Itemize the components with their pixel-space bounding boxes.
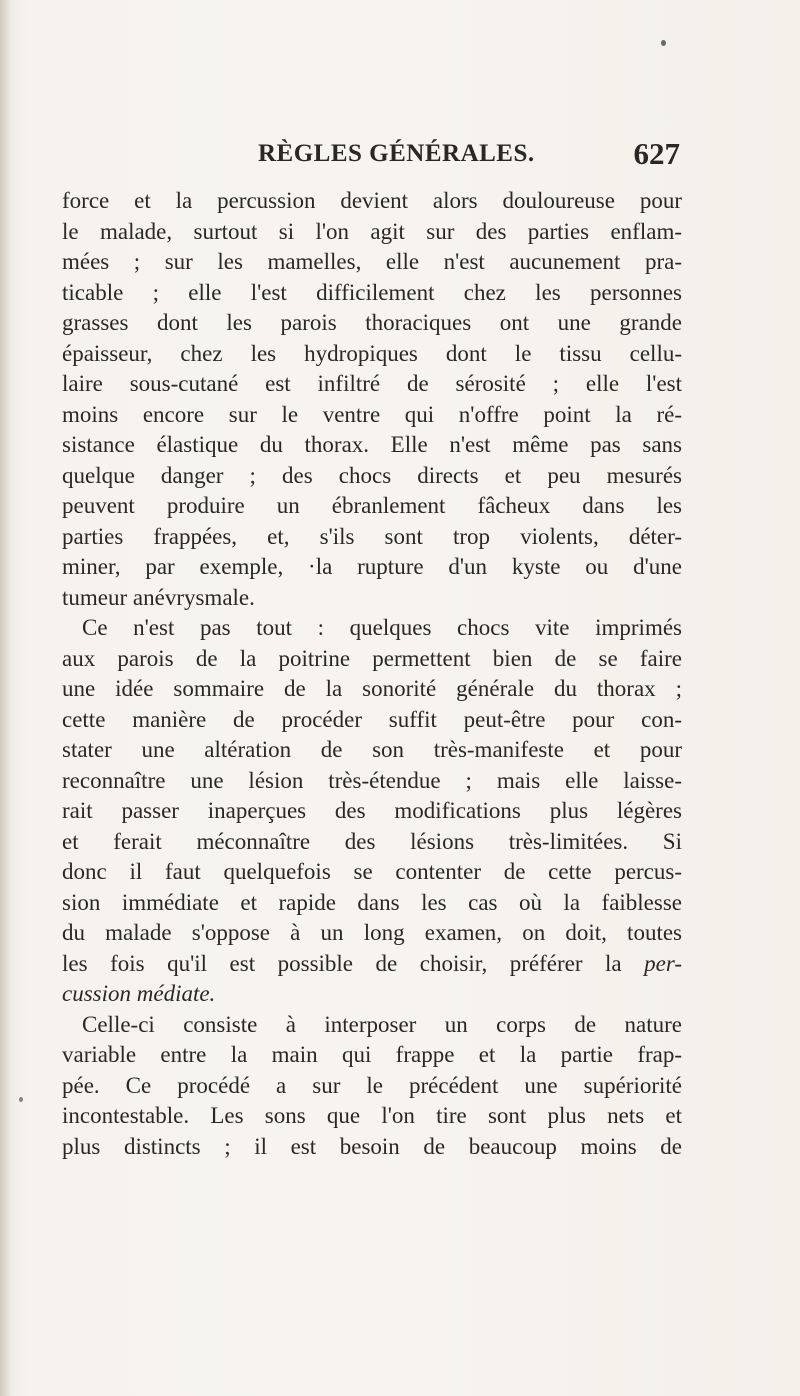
italic-term: cussion médiate.	[62, 981, 216, 1006]
text-line: parties frappées, et, s'ils sont trop violents, déter-	[62, 523, 682, 549]
text-line: plus distincts ; il est besoin de beaucoup moins de	[62, 1133, 682, 1159]
text-line: Celle-ci consiste à interposer un corps de nature	[82, 1011, 682, 1037]
text-line: peuvent produire un ébranlement fâcheux dans les	[62, 493, 682, 518]
text-line: stater une altération de son très-manifeste et pour	[62, 737, 682, 762]
text-line: une idée sommaire de la sonorité générale du thorax ;	[62, 676, 682, 701]
text-line: quelque danger ; des chocs directs et peu mesurés	[62, 462, 682, 488]
text-line: incontestable. Les sons que l'on tire sont plus nets et	[62, 1103, 682, 1128]
ink-spot	[19, 1097, 23, 1102]
text-line: variable entre la main qui frappe et la partie frap-	[62, 1042, 682, 1067]
text-line: aux parois de la poitrine permettent bien de se faire	[62, 645, 682, 671]
text-line: pée. Ce procédé a sur le précédent une supériorité	[62, 1072, 682, 1098]
body-text	[62, 186, 682, 1162]
text-line: reconnaître une lésion très-étendue ; mais elle laisse-	[62, 767, 682, 793]
text-line: ticable ; elle l'est difficilement chez les personnes	[62, 279, 682, 305]
text-line: Ce n'est pas tout : quelques chocs vite imprimés	[82, 615, 682, 640]
text-line-with-italic	[62, 949, 682, 980]
text-line: cette manière de procéder suffit peut-être pour con-	[62, 706, 682, 732]
text-line: moins encore sur le ventre qui n'offre point la ré-	[62, 401, 682, 427]
text-line: tumeur anévrysmale.	[62, 584, 255, 610]
text-line: sion immédiate et rapide dans les cas où la faiblesse	[62, 889, 682, 915]
text-line: et ferait méconnaître des lésions très-limitées. Si	[62, 828, 682, 854]
text-line: sistance élastique du thorax. Elle n'est même pas sans	[62, 432, 682, 457]
running-head	[258, 136, 680, 180]
page-edge-shadow	[0, 0, 12, 1396]
text-line	[62, 979, 682, 1010]
text-line: laire sous-cutané est infiltré de sérosité ; elle l'est	[62, 371, 682, 396]
text-line: grasses dont les parois thoraciques ont une grande	[62, 310, 682, 335]
text-segment: les fois qu'il est possible de choisir, préférer la	[62, 950, 622, 976]
running-head-title: RÈGLES GÉNÉRALES.	[258, 140, 535, 167]
page-number: 627	[633, 136, 680, 171]
text-line: le malade, surtout si l'on agit sur des parties enflam-	[62, 218, 682, 244]
text-line: épaisseur, chez les hydropiques dont le tissu cellu-	[62, 340, 682, 366]
text-line: rait passer inaperçues des modifications plus légères	[62, 798, 682, 823]
text-line: donc il faut quelquefois se contenter de cette percus-	[62, 859, 682, 884]
italic-term: per-	[644, 950, 682, 976]
ink-spot	[661, 40, 666, 46]
text-line: miner, par exemple, ·la rupture d'un kyste ou d'une	[62, 554, 682, 579]
text-line: du malade s'oppose à un long examen, on doit, toutes	[62, 920, 682, 945]
text-line: force et la percussion devient alors douloureuse pour	[62, 188, 682, 213]
text-line: mées ; sur les mamelles, elle n'est aucunement pra-	[62, 249, 682, 274]
